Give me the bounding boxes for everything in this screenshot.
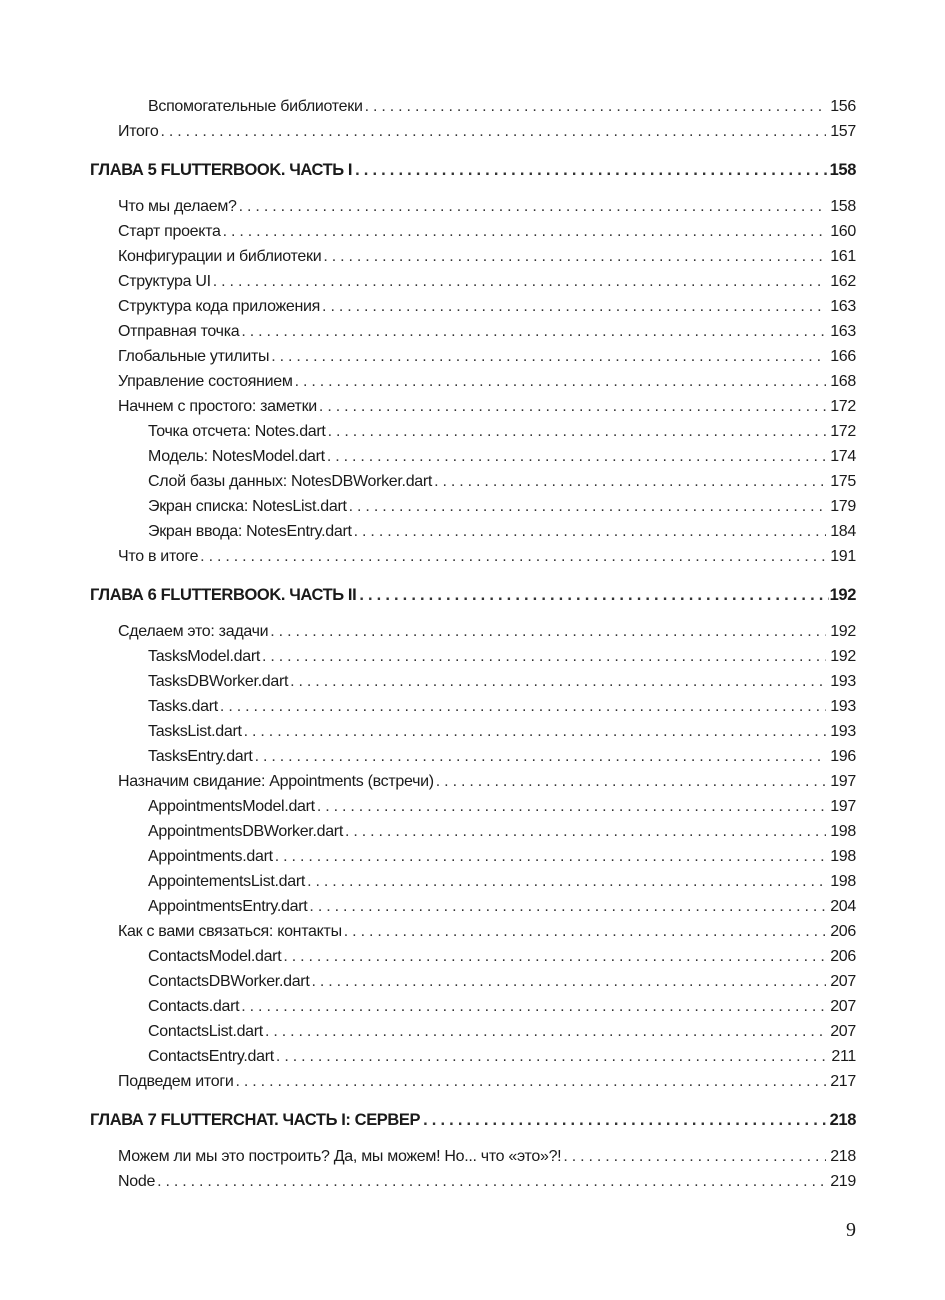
- toc-entry-page: 193: [830, 673, 856, 690]
- toc-entry: [148, 1044, 856, 1066]
- toc-entry: [118, 269, 856, 291]
- toc-entry: [118, 194, 856, 216]
- toc-entry-title: Точка отсчета: Notes.dart: [148, 423, 326, 440]
- toc-entry-page: 191: [830, 548, 856, 565]
- toc-entry-title: Итого: [118, 123, 159, 140]
- toc-entry-page: 156: [830, 98, 856, 115]
- toc-entry: [148, 644, 856, 666]
- toc-entry: [118, 394, 856, 416]
- toc-entry-title: Подведем итоги: [118, 1073, 234, 1090]
- dot-leader: [275, 848, 826, 866]
- toc-entry: [148, 794, 856, 816]
- toc-entry-title: AppointmentsEntry.dart: [148, 898, 308, 915]
- dot-leader: [223, 223, 827, 241]
- toc-entry-page: 166: [830, 348, 856, 365]
- dot-leader: [327, 448, 826, 466]
- toc-entry-page: 160: [830, 223, 856, 240]
- toc-entry-page: 193: [830, 698, 856, 715]
- toc-entry-title: ContactsList.dart: [148, 1023, 263, 1040]
- toc-entry-page: 163: [830, 323, 856, 340]
- toc-entry-title: TasksEntry.dart: [148, 748, 253, 765]
- dot-leader: [200, 548, 826, 566]
- dot-leader: [311, 973, 826, 991]
- toc-entry-page: 218: [829, 1111, 856, 1129]
- toc-entry-title: Как с вами связаться: контакты: [118, 923, 342, 940]
- toc-entry-page: 198: [830, 873, 856, 890]
- toc-entry-page: 157: [830, 123, 856, 140]
- toc-entry-title: Экран списка: NotesList.dart: [148, 498, 347, 515]
- toc-entry-page: 172: [830, 398, 856, 415]
- toc-entry: [118, 319, 856, 341]
- toc-entry-page: 192: [830, 648, 856, 665]
- toc-entry-title: Структура кода приложения: [118, 298, 321, 315]
- toc-entry-page: 158: [830, 198, 856, 215]
- toc-entry-title: Отправная точка: [118, 323, 240, 340]
- toc-entry-page: 218: [830, 1148, 856, 1165]
- dot-leader: [563, 1148, 826, 1166]
- toc-entry-page: 193: [830, 723, 856, 740]
- toc-entry: [148, 494, 856, 516]
- dot-leader: [262, 648, 826, 666]
- toc-entry: [118, 219, 856, 241]
- dot-leader: [295, 373, 827, 391]
- dot-leader: [349, 498, 827, 516]
- toc-entry-page: 161: [830, 248, 856, 265]
- toc-entry-page: 217: [830, 1073, 856, 1090]
- dot-leader: [322, 298, 826, 316]
- dot-leader: [241, 998, 826, 1016]
- dot-leader: [307, 873, 826, 891]
- toc-entry-title: TasksModel.dart: [148, 648, 260, 665]
- toc-entry-title: AppointmentsDBWorker.dart: [148, 823, 343, 840]
- toc-entry-title: Слой базы данных: NotesDBWorker.dart: [148, 473, 433, 490]
- dot-leader: [265, 1023, 826, 1041]
- toc-entry: [148, 744, 856, 766]
- toc-entry: [148, 419, 856, 441]
- toc-entry-page: 174: [830, 448, 856, 465]
- dot-leader: [344, 923, 826, 941]
- dot-leader: [239, 198, 827, 216]
- toc-entry-title: ГЛАВА 5 FLUTTERBOOK. ЧАСТЬ I: [90, 161, 353, 179]
- toc-entry-title: ContactsModel.dart: [148, 948, 282, 965]
- toc-entry-page: 197: [830, 798, 856, 815]
- toc-entry-title: Что мы делаем?: [118, 198, 237, 215]
- dot-leader: [290, 673, 826, 691]
- toc-entry-page: 158: [829, 161, 856, 179]
- dot-leader: [319, 398, 826, 416]
- dot-leader: [423, 1111, 829, 1129]
- toc-entry-title: Можем ли мы это построить? Да, мы можем! Но... что «это»?!: [118, 1148, 562, 1165]
- toc-entry-page: 207: [830, 998, 856, 1015]
- dot-leader: [241, 323, 826, 341]
- toc-entry: [118, 919, 856, 941]
- toc-entry-title: TasksList.dart: [148, 723, 242, 740]
- dot-leader: [365, 98, 827, 116]
- toc-entry: [148, 1019, 856, 1041]
- toc-entry-page: 198: [830, 823, 856, 840]
- toc-entry-title: ContactsDBWorker.dart: [148, 973, 310, 990]
- dot-leader: [309, 898, 826, 916]
- toc-entry: [148, 819, 856, 841]
- toc-entry-page: 198: [830, 848, 856, 865]
- toc-entry-page: 206: [830, 948, 856, 965]
- toc-entry-title: Сделаем это: задачи: [118, 623, 269, 640]
- toc-entry: [118, 544, 856, 566]
- toc-entry-page: 168: [830, 373, 856, 390]
- toc-entry-page: 204: [830, 898, 856, 915]
- toc-entry-title: Старт проекта: [118, 223, 221, 240]
- dot-leader: [255, 748, 827, 766]
- toc-entry-page: 207: [830, 973, 856, 990]
- dot-leader: [436, 773, 826, 791]
- toc-entry-title: AppointmentsModel.dart: [148, 798, 315, 815]
- toc-entry-title: Что в итоге: [118, 548, 199, 565]
- dot-leader: [354, 523, 827, 541]
- toc-entry: [118, 369, 856, 391]
- dot-leader: [276, 1048, 827, 1066]
- toc-entry: [148, 669, 856, 691]
- toc-entry-title: Tasks.dart: [148, 698, 218, 715]
- toc-entry-title: Вспомогательные библиотеки: [148, 98, 363, 115]
- toc-entry-title: Appointments.dart: [148, 848, 273, 865]
- dot-leader: [270, 623, 826, 641]
- dot-leader: [345, 823, 826, 841]
- toc-entry: [118, 1169, 856, 1191]
- dot-leader: [220, 698, 826, 716]
- dot-leader: [157, 1173, 826, 1191]
- toc-entry-title: ContactsEntry.dart: [148, 1048, 274, 1065]
- toc-entry: [118, 119, 856, 141]
- dot-leader: [236, 1073, 827, 1091]
- dot-leader: [328, 423, 827, 441]
- toc-entry-title: ГЛАВА 6 FLUTTERBOOK. ЧАСТЬ II: [90, 586, 357, 604]
- toc-entry-title: ГЛАВА 7 FLUTTERCHAT. ЧАСТЬ I: СЕРВЕР: [90, 1111, 421, 1129]
- dot-leader: [271, 348, 826, 366]
- toc-entry: [148, 719, 856, 741]
- toc-entry-title: Структура UI: [118, 273, 211, 290]
- toc-entry-page: 192: [829, 586, 856, 604]
- dot-leader: [323, 248, 826, 266]
- toc-chapter-heading: [90, 1107, 856, 1129]
- dot-leader: [359, 586, 828, 604]
- toc-entry: [118, 244, 856, 266]
- toc-entry-title: Модель: NotesModel.dart: [148, 448, 325, 465]
- toc-chapter-heading: [90, 582, 856, 604]
- dot-leader: [244, 723, 827, 741]
- toc-entry-title: Contacts.dart: [148, 998, 240, 1015]
- dot-leader: [283, 948, 826, 966]
- dot-leader: [434, 473, 826, 491]
- toc-entry-page: 206: [830, 923, 856, 940]
- toc-entry: [148, 519, 856, 541]
- toc-entry: [118, 619, 856, 641]
- dot-leader: [355, 161, 829, 179]
- toc-entry: [148, 944, 856, 966]
- toc-entry: [148, 94, 856, 116]
- toc-entry-page: 219: [830, 1173, 856, 1190]
- toc-entry-title: Конфигурации и библиотеки: [118, 248, 322, 265]
- toc-entry: [118, 769, 856, 791]
- toc-entry: [148, 994, 856, 1016]
- toc-entry: [148, 969, 856, 991]
- toc-entry: [148, 694, 856, 716]
- toc-entry: [148, 869, 856, 891]
- toc-entry-page: 192: [830, 623, 856, 640]
- toc-entry-page: 207: [830, 1023, 856, 1040]
- toc-entry-title: Экран ввода: NotesEntry.dart: [148, 523, 352, 540]
- dot-leader: [317, 798, 826, 816]
- toc-entry-page: 179: [830, 498, 856, 515]
- toc-entry-page: 211: [831, 1048, 856, 1065]
- toc-entry-title: AppointementsList.dart: [148, 873, 306, 890]
- toc-entry: [118, 1144, 856, 1166]
- toc-entry-page: 175: [830, 473, 856, 490]
- toc-entry-title: Node: [118, 1173, 156, 1190]
- dot-leader: [160, 123, 826, 141]
- toc-entry-title: Управление состоянием: [118, 373, 293, 390]
- toc-entry-title: TasksDBWorker.dart: [148, 673, 289, 690]
- toc-entry: [118, 1069, 856, 1091]
- toc-entry-page: 197: [830, 773, 856, 790]
- toc-entry-page: 196: [830, 748, 856, 765]
- toc-chapter-heading: [90, 157, 856, 179]
- toc-entry: [118, 344, 856, 366]
- toc-entry-title: Глобальные утилиты: [118, 348, 270, 365]
- toc-entry-title: Назначим свидание: Appointments (встречи): [118, 773, 434, 790]
- toc-entry-page: 172: [830, 423, 856, 440]
- toc-entry-page: 184: [830, 523, 856, 540]
- toc-entry: [148, 444, 856, 466]
- dot-leader: [213, 273, 826, 291]
- toc-entry: [118, 294, 856, 316]
- toc-entry: [148, 894, 856, 916]
- toc-entry: [148, 844, 856, 866]
- page-number: 9: [846, 1219, 856, 1241]
- toc-entry-title: Начнем с простого: заметки: [118, 398, 317, 415]
- toc-entry-page: 162: [830, 273, 856, 290]
- toc-entry-page: 163: [830, 298, 856, 315]
- toc-entry: [148, 469, 856, 491]
